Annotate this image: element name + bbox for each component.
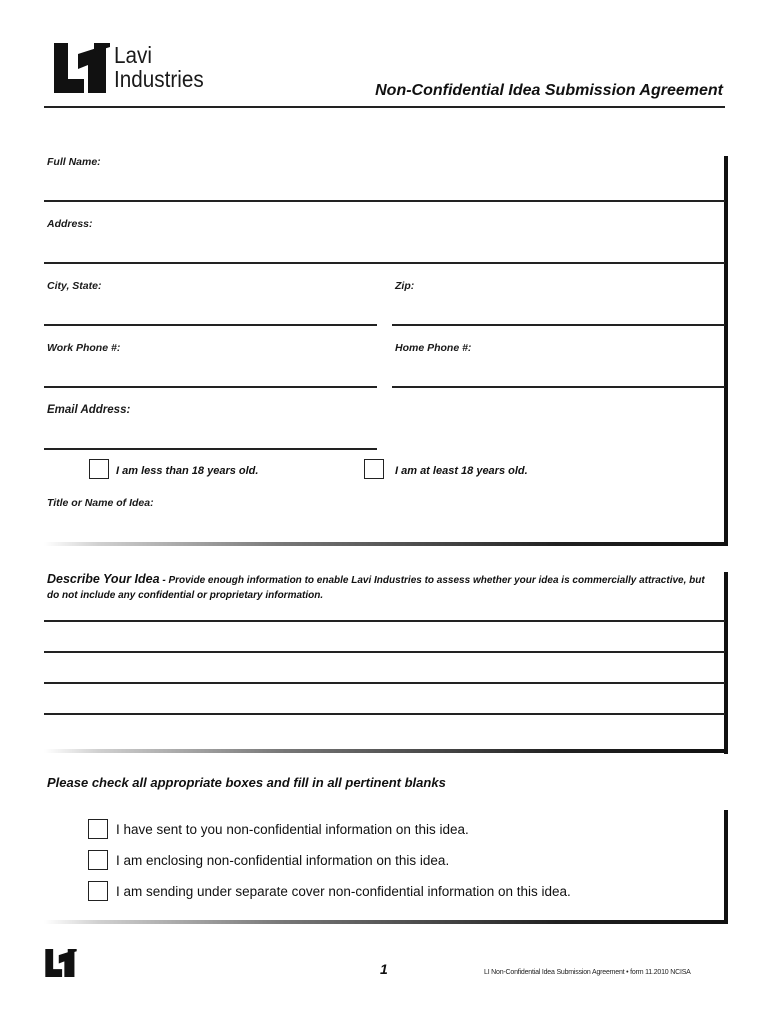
describe-line-1 bbox=[44, 620, 725, 622]
logo-line1: Lavi bbox=[114, 42, 152, 68]
full-name-label: Full Name: bbox=[47, 156, 101, 168]
describe-heading: Describe Your Idea bbox=[47, 572, 160, 586]
section1-bottom-bar bbox=[44, 542, 728, 546]
work-phone-field[interactable] bbox=[47, 362, 372, 384]
home-phone-field[interactable] bbox=[395, 362, 717, 384]
option-sent-label: I have sent to you non-confidential information on this idea. bbox=[116, 822, 469, 837]
zip-line bbox=[392, 324, 725, 326]
form-note: LI Non-Confidential Idea Submission Agreement • form 11.2010 NCISA bbox=[484, 969, 691, 976]
header-rule bbox=[44, 106, 725, 108]
city-state-label: City, State: bbox=[47, 280, 102, 292]
section3-right-bar bbox=[724, 810, 728, 924]
under-18-label: I am less than 18 years old. bbox=[116, 465, 259, 477]
idea-title-label: Title or Name of Idea: bbox=[47, 497, 154, 509]
page-number: 1 bbox=[380, 961, 388, 977]
full-name-field[interactable] bbox=[47, 176, 717, 198]
option-sent-checkbox[interactable] bbox=[88, 819, 108, 839]
describe-line-4 bbox=[44, 713, 725, 715]
option-enclosing-checkbox[interactable] bbox=[88, 850, 108, 870]
full-name-line bbox=[44, 200, 725, 202]
describe-line-2 bbox=[44, 651, 725, 653]
idea-title-field[interactable] bbox=[47, 514, 717, 536]
option-separate-checkbox[interactable] bbox=[88, 881, 108, 901]
logo-line2: Industries bbox=[114, 66, 204, 92]
zip-label: Zip: bbox=[395, 280, 415, 292]
home-phone-line bbox=[392, 386, 725, 388]
email-line bbox=[44, 448, 377, 450]
address-label: Address: bbox=[47, 218, 93, 230]
check-heading: Please check all appropriate boxes and fill in all pertinent blanks bbox=[47, 775, 446, 790]
section2-bottom-bar bbox=[44, 749, 728, 753]
section3-bottom-bar bbox=[44, 920, 728, 924]
section1-right-bar bbox=[724, 156, 728, 546]
work-phone-line bbox=[44, 386, 377, 388]
section2-right-bar bbox=[724, 572, 728, 754]
option-enclosing-label: I am enclosing non-confidential information on this idea. bbox=[116, 853, 450, 868]
over-18-checkbox[interactable] bbox=[364, 459, 384, 479]
address-line bbox=[44, 262, 725, 264]
describe-line-3 bbox=[44, 682, 725, 684]
city-state-field[interactable] bbox=[47, 300, 372, 322]
email-label: Email Address: bbox=[47, 404, 131, 416]
under-18-checkbox[interactable] bbox=[89, 459, 109, 479]
address-field[interactable] bbox=[47, 238, 717, 260]
describe-text bbox=[47, 572, 717, 603]
zip-field[interactable] bbox=[395, 300, 717, 322]
page-title: Non-Confidential Idea Submission Agreement bbox=[375, 82, 723, 99]
footer-logo-icon bbox=[45, 949, 77, 977]
city-state-line bbox=[44, 324, 377, 326]
logo bbox=[54, 43, 229, 95]
over-18-label: I am at least 18 years old. bbox=[395, 465, 528, 477]
option-separate-label: I am sending under separate cover non-confidential information on this idea. bbox=[116, 884, 571, 899]
lavi-logo-icon bbox=[54, 43, 110, 93]
home-phone-label: Home Phone #: bbox=[395, 342, 472, 354]
work-phone-label: Work Phone #: bbox=[47, 342, 121, 354]
email-field[interactable] bbox=[47, 424, 372, 446]
describe-instruction: - Provide enough information to enable Lavi Industries to assess whether your idea is commercially attractive, but do not include any confidential or proprietary information. bbox=[47, 575, 705, 601]
